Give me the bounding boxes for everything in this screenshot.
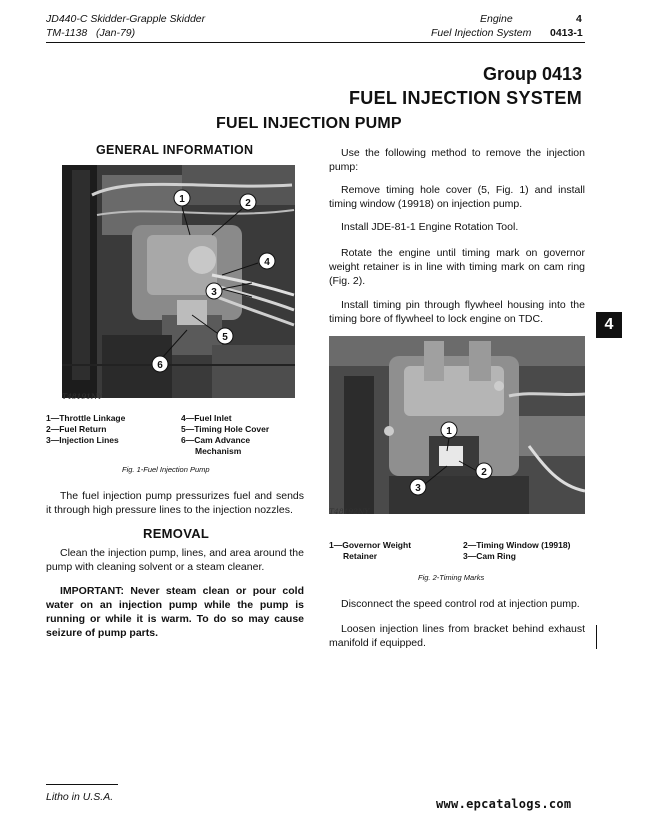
fig1-legend-1: 1—Throttle Linkage	[46, 413, 126, 423]
fig1-callout-3	[206, 283, 252, 299]
fig1-callouts	[62, 165, 295, 398]
pump-title: FUEL INJECTION PUMP	[216, 115, 402, 132]
fig1-callout-2	[212, 194, 256, 235]
fig1-callout-4	[222, 253, 275, 275]
section-tab: 4	[596, 312, 622, 338]
header-manual-number	[46, 27, 135, 40]
header-section-number: 4	[576, 13, 582, 25]
removal-heading: REMOVAL	[143, 526, 210, 541]
timing-window-paragraph: Remove timing hole cover (5, Fig. 1) and install timing window (19918) on injection pump.	[329, 184, 585, 210]
footer-website[interactable]: www.epcatalogs.com	[436, 797, 572, 811]
fig2-photo	[329, 336, 585, 514]
fig2-callout-3	[459, 461, 492, 479]
svg-text:6: 6	[157, 360, 163, 371]
svg-text:5: 5	[222, 332, 228, 343]
fig1-legend-6: 6—Cam Advance	[181, 435, 251, 445]
fig2-legend-3: 3—Cam Ring	[463, 551, 516, 561]
important-label: IMPORTANT:	[60, 585, 124, 597]
fig2-callout-1	[410, 466, 447, 495]
group-title: Group 0413	[482, 64, 582, 84]
svg-text:3: 3	[415, 483, 421, 494]
svg-text:1: 1	[179, 194, 185, 205]
fig2-tag-strip	[329, 507, 585, 528]
header-tm: TM-1138	[46, 27, 88, 39]
important-note	[46, 584, 304, 640]
fig1-tag: T48191NY	[62, 392, 103, 401]
svg-text:4: 4	[264, 257, 270, 268]
footer-rule	[46, 784, 118, 785]
header-page-number: 0413-1	[550, 27, 583, 39]
fig2-legend-1-cont: Retainer	[343, 551, 378, 561]
fig2-legend-2: 2—Timing Window (19918)	[463, 540, 571, 550]
change-bar	[596, 625, 597, 649]
footer-litho: Litho in U.S.A.	[46, 791, 114, 803]
timing-pin-paragraph: Install timing pin through flywheel housing into the timing bore of flywheel to lock engine on TDC.	[329, 299, 585, 325]
header-section: Engine	[480, 13, 513, 25]
svg-text:2: 2	[481, 467, 487, 478]
svg-text:3: 3	[211, 287, 217, 298]
fig1-tag-strip	[62, 392, 295, 412]
fig2-callouts	[329, 336, 585, 514]
svg-text:2: 2	[245, 198, 251, 209]
speed-control-paragraph: Disconnect the speed control rod at injection pump.	[341, 598, 580, 610]
fig1-callout-1	[174, 190, 190, 235]
fig2-legend-1: 1—Governor Weight	[329, 540, 412, 550]
fig1-legend-6-cont: Mechanism	[195, 446, 242, 456]
injection-lines-paragraph: Loosen injection lines from bracket behind exhaust manifold if equipped.	[329, 623, 585, 649]
fig1-legend-2: 2—Fuel Return	[46, 424, 107, 434]
fig2-tag: T48192NY	[329, 507, 370, 516]
rotate-engine-paragraph: Rotate the engine until timing mark on governor weight retainer is in line with timing mark on cam ring (Fig. 2).	[329, 247, 585, 287]
general-information-heading: GENERAL INFORMATION	[96, 143, 254, 157]
fig2-callout-2	[441, 422, 457, 451]
header-rule	[46, 42, 585, 43]
fig2-caption: Fig. 2-Timing Marks	[418, 573, 485, 582]
header-subsection: Fuel Injection System	[431, 27, 532, 39]
method-paragraph: Use the following method to remove the injection pump:	[329, 147, 585, 173]
rotation-tool-paragraph: Install JDE-81-1 Engine Rotation Tool.	[341, 221, 519, 233]
intro-paragraph: The fuel injection pump pressurizes fuel and sends it through high pressure lines to the injection nozzles.	[46, 490, 304, 516]
fig1-callout-6	[152, 330, 187, 372]
fig1-callout-5	[192, 315, 233, 344]
important-text: Never steam clean or pour cold water on an injection pump while the pump is running or while it is warm. To do so may cause seizure of pump parts.	[46, 585, 304, 639]
fig1-legend-5: 5—Timing Hole Cover	[181, 424, 270, 434]
svg-text:1: 1	[446, 426, 452, 437]
header-manual-title: JD440-C Skidder-Grapple Skidder	[46, 13, 206, 25]
system-title: FUEL INJECTION SYSTEM	[349, 88, 582, 108]
fig1-legend-3: 3—Injection Lines	[46, 435, 119, 445]
fig1-photo	[62, 165, 295, 398]
fig1-legend-4: 4—Fuel Inlet	[181, 413, 232, 423]
removal-paragraph: Clean the injection pump, lines, and area around the pump with cleaning solvent or a steam cleaner.	[46, 547, 304, 573]
header-date: (Jan-79)	[96, 27, 136, 39]
fig1-caption: Fig. 1-Fuel Injection Pump	[122, 465, 210, 474]
